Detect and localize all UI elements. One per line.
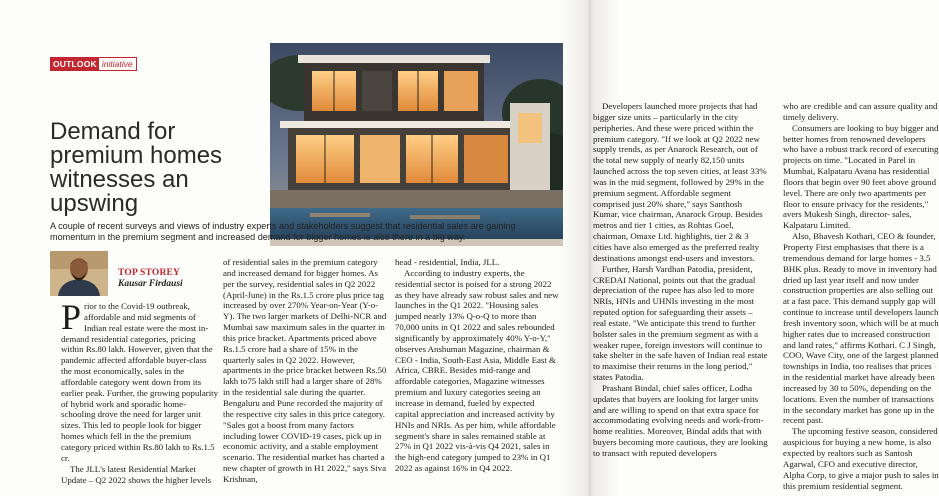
paragraph: Prior to the Covid-19 outbreak, affordable and mid segments of Indian real estate were the most in-demand residential categories, pricing within Rs.80 lakh. However, given that the pandemic affected affordable buyer-class the most economically, sales in the affordable category went down from its earlier peak. Further, the growing popularity of hybrid work and sporadic home-schooling drove the need for larger unit sizes. This led to people look for bigger homes which fell in the the premium category priced within Rs.80 lakh to Rs.1.5 cr. [61, 297, 219, 463]
brand-name: OUTLOOK [53, 59, 97, 69]
paragraph: The JLL's latest Residential Market Update – Q2 2022 shows the higher levels [61, 463, 212, 485]
article-column-5 [783, 101, 939, 496]
article-column-4 [593, 101, 768, 459]
section-label: TOP STOREY [118, 268, 181, 278]
paragraph: Developers launched more projects that had bigger size units – particularly in the city peripheries. And these were priced within the premium category. "If we look at Q2 2022 new supply trends, as per Anarock Research, out of the total new supply of nearly 82,150 units launched across the top seven cities, at least 33% was in the mid segment, followed by 29% in the premium segment. Affordable segment comprised just 20% share," says Santhosh Kumar, vice chairman, Anarock Group. Besides metros and tier 1 cities, as Rohtas Goel, chairman, Omaxe Ltd. highlights, tier 2 & 3 cities have also emerged as the preferred realty destinations amongst end-users and investors. [593, 101, 767, 263]
brand-suffix: initiative [101, 59, 133, 69]
author-headshot [50, 251, 108, 296]
author-byline: Kausar Firdausi [118, 279, 183, 289]
paragraph: head - residential, India, JLL. [395, 257, 500, 267]
paragraph: Prashant Bindal, chief sales officer, Lodha updates that buyers are looking for larger units and are willing to spend on that extra space for accommodating evolving needs and work-from-home realities. Moreover, Bindal adds that with buyers becoming more cautious, they are looking to transact with reputed developers [593, 382, 768, 458]
modern-house-illustration [270, 43, 563, 246]
paragraph: who are credible and can assure quality and timely delivery. [783, 101, 938, 122]
article-column-1 [61, 297, 219, 485]
article-column-2 [223, 257, 388, 485]
paragraph: of residential sales in the premium category and increased demand for bigger homes. As per the survey, residential sales in Q2 2022 (April-June) in the Rs.1.5 crore plus price tag increased by over 270% Year-on-Year (Y-o-Y). The two larger markets of Delhi-NCR and Mumbai saw maximum sales in the quarter in this price bracket. Apartments priced above Rs.1.5 crore had a share of 15% in the quarterly sales in Q2 2022. However, apartments in the price bracket between Rs.50 lakh to75 lakh still had a larger share of 28% in the residential sale during the quarter. Bengaluru and Pune recorded the majority of the respective city sales in this price category. "Sales got a boost from many factors including lower COVID-19 cases, pick up in economic activity, and a stable employment scenario. The residential market has charted a new chapter of growth in H1 2022," says Siva Krishnan, [223, 257, 387, 484]
paragraph: According to industry experts, the residential sector is poised for a strong 2022 as they have already saw robust sales and new launches in the Q1 2022. "Housing sales jumped nearly 13% Q-o-Q to more than 70,000 units in Q1 2022 and sales rebounded significantly by approximately 40% Y-o-Y," observes Anshuman Magazine, chairman & CEO - India, South-East Asia, Middle East & Africa, CBRE. Besides mid-range and affordable categories, Magazine witnesses premium and luxury categories seeing an increase in demand, fueled by expected capital appreciation and increased activity by HNIs and NRIs. As per him, while affordable segment's share in sales remained stable at 27% in Q1 2022 vis-à-vis Q4 2021, sales in the high-end category jumped to 23% in Q1 2022 as against 16% in Q4 2022. [395, 267, 559, 474]
outlook-initiative-logo [50, 57, 137, 71]
paragraph: Further, Harsh Vardhan Patodia, president, CREDAI National, points out that the gradual depreciation of the rupee has also led to more NRIs, HNIs and UHNIs investing in the most reputed option for safeguarding their assets – real estate. "We anticipate this trend to further bolster sales in the premium segment as with a weaker rupee, foreign investors will continue to take shelter in the safe haven of Indian real estate to maximise their returns in the long period," states Patodia. [593, 263, 768, 383]
paragraph: The upcoming festive season, considered auspicious for buying a new home, is also expected by realtors such as Santosh Agarwal, CFO and executive director, Alpha Corp, to give a major push to sales in this premium residential segment. [783, 426, 939, 491]
paragraph: Consumers are looking to buy bigger and better homes from renowned developers who have a robust track record of executing projects on time. "Located in Parel in Mumbai, Kalpataru Avana has residential floors that begin over 90 feet above ground level. There are only two apartments per floor to ensure privacy for the residents," avers Mukesh Singh, director- sales, Kalpataru Limited. [783, 122, 939, 231]
paragraph: Also, Bhavesh Kothari, CEO & founder, Property First emphasises that there is a tremendous demand for large homes - 3.5 BHK plus. Ready to move in inventory had dried up last year itself and now under construction properties are also selling out at a fast pace. This demand supply gap will continue to increase until developers launch fresh inventory soon, which will be at much higher rates due to increased construction and land rates," affirms Kothari. C J Singh, COO, Wave City, one of the largest planned townships in India, too realises that prices in the residential market have already been increased by 30 to 50%, depending on the locations. Even the number of transactions in the secondary market has gone up in the recent past. [783, 231, 939, 426]
drop-cap: P [61, 297, 82, 337]
standfirst: A couple of recent surveys and views of industry experts and stakeholders suggest that residential sales are gaining momentum in the premium segment and increased demand for bigger homes is also there in a big way. [50, 221, 516, 242]
headline: Demand for premium homes witnesses an upswing [50, 118, 223, 217]
author-portrait-icon [50, 251, 108, 296]
article-column-3 [395, 257, 560, 474]
hero-house-photo [270, 43, 563, 246]
